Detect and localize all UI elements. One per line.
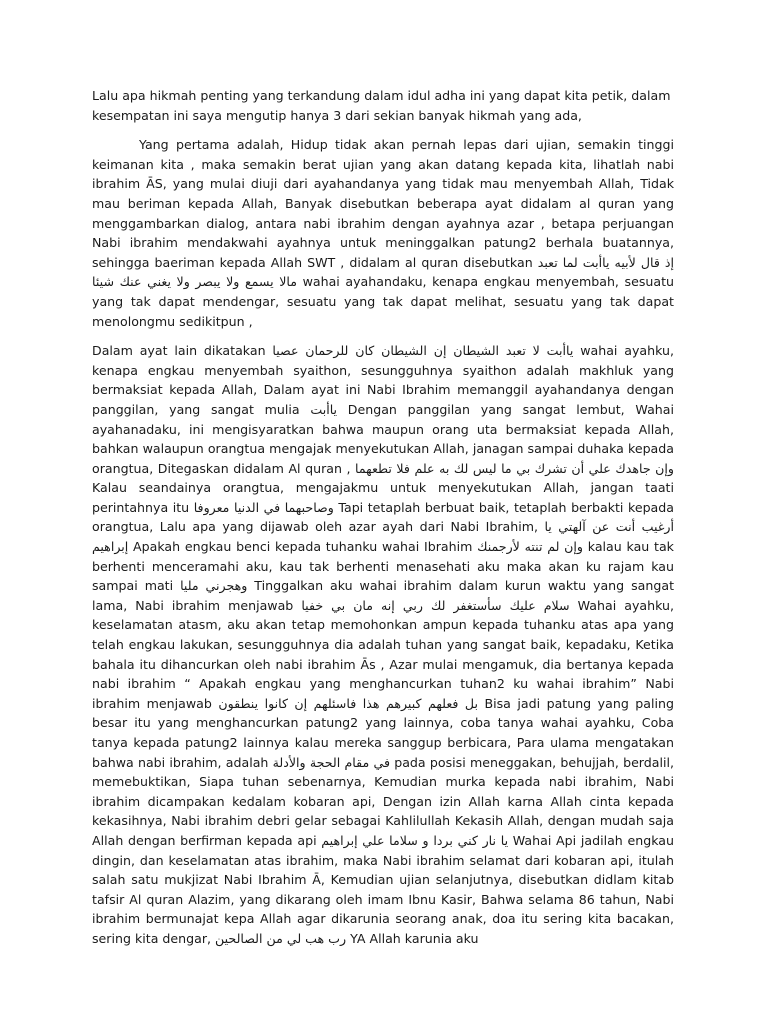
paragraph-intro: Lalu apa hikmah penting yang terkandung dalam idul adha ini yang dapat kita petik, dalam kesempatan ini saya mengutip hanya 3 dari sekian banyak hikmah yang ada, [92, 88, 671, 123]
paragraph-first-wisdom: Yang pertama adalah, Hidup tidak akan pernah lepas dari ujian, semakin tinggi keimanan kita , maka semakin berat ujian yang akan datang kepada kita, lihatlah nabi ibrahim ĀS, yang mulai diuji dari ayahandanya yang tidak mau menyembah Allah, Tidak mau beriman kepada Allah, Banyak disebutkan beberapa ayat didalam al quran yang menggambarkan dialog, antara nabi ibrahim dengan ayahnya azar , betapa perjuangan Nabi ibrahim mendakwahi ayahnya untuk meninggalkan patung2 berhala buatannya, sehingga baeriman kepada Allah SWT , didalam al quran disebutkan إذ قال لأبيه ياأبت لما تعبد مالا يسمع ولا يبصر ولا يغني عنك شيئا wahai ayahandaku, kenapa engkau menyembah, sesuatu yang tak dapat mendengar, sesuatu yang tak dapat melihat, sesuatu yang tak dapat menolongmu sedikitpun , [92, 137, 675, 329]
document-page [92, 86, 674, 959]
paragraph-ayat-lain: Dalam ayat lain dikatakan ياأبت لا تعبد الشيطان إن الشيطان كان للرحمان عصيا wahai ayahku, kenapa engkau menyembah syaithon, sesungguhnya syaithon adalah makhluk yang bermaksiat kepada Allah, Dalam ayat ini Nabi Ibrahim memanggil ayahandanya dengan panggilan, yang sangat mulia ياأبت Dengan panggilan yang sangat lembut, Wahai ayahanadaku, ini mengisyaratkan bahwa maupun orang uta bermaksiat kepada Allah, bahkan walaupun orangtua mengajak menyekutukan Allah, janagan sampai duhaka kepada orangtua, Ditegaskan didalam Al quran , وإن جاهدك علي أن تشرك بي ما ليس لك به علم فلا تطعهما Kalau seandainya orangtua, mengajakmu untuk menyekutukan Allah, jangan taati perintahnya itu وصاحبهما في الدنيا معروفا Tapi tetaplah berbuat baik, tetaplah berbakti kepada orangtua, Lalu apa yang dijawab oleh azar ayah dari Nabi Ibrahim, أرغيب أنت عن آلهتي يا إبراهيم Apakah engkau benci kepada tuhanku wahai Ibrahim وإن لم تنته لأرجمنك kalau kau tak berhenti menceramahi aku, kau tak berhenti menasehati aku maka akan ku rajam kau sampai mati وهجرني مليا Tinggalkan aku wahai ibrahim dalam kurun waktu yang sangat lama, Nabi ibrahim menjawab سلام عليك سأستغفر لك ربي إنه مان بي خفيا Wahai ayahku, keselamatan atasm, aku akan tetap memohonkan ampun kepada tuhanku atas apa yang telah engkau lakukan, sesungguhnya dia adalah tuhan yang sangat baik, kepadaku, Ketika bahala itu dihancurkan oleh nabi ibrahim Ās , Azar mulai mengamuk, dia bertanya kepada nabi ibrahim “ Apakah engkau yang menghancurkan tuhan2 ku wahai ibrahim” Nabi ibrahim menjawab بل فعلهم كبيرهم هذا فاسئلهم إن كانوا ينطقون Bisa jadi patung yang paling besar itu yang menghancurkan patung2 yang lainnya, coba tanya wahai ayahku, Coba tanya kepada patung2 lainnya kalau mereka sanggup berbicara, Para ulama mengatakan bahwa nabi ibrahim, adalah في مقام الحجة والأدلة pada posisi meneggakan, behujjah, berdalil, memebuktikan, Siapa tuhan sebenarnya, Kemudian murka kepada nabi ibrahim, Nabi ibrahim dicampakan kedalam kobaran api, Dengan izin Allah karna Allah cinta kepada kekasihnya, Nabi ibrahim debri gelar sebagai Kahlilullah Kekasih Allah, dengan mudah saja Allah dengan berfirman kepada api يا نار كني بردا و سلاما علي إبراهيم Wahai Api jadilah engkau dingin, dan keselamatan atas ibrahim, maka Nabi ibrahim selamat dari kobaran api, itulah salah satu mukjizat Nabi Ibrahim Ā, Kemudian ujian selanjutnya, disebutkan didlam kitab tafsir Al quran Alazim, yang dikarang oleh imam Ibnu Kasir, Bahwa selama 86 tahun, Nabi ibrahim bermunajat kepa Allah agar dikarunia seorang anak, doa itu sering kita bacakan, sering kita dengar, رب هب لي من الصالحين YA Allah karunia aku [92, 343, 675, 946]
